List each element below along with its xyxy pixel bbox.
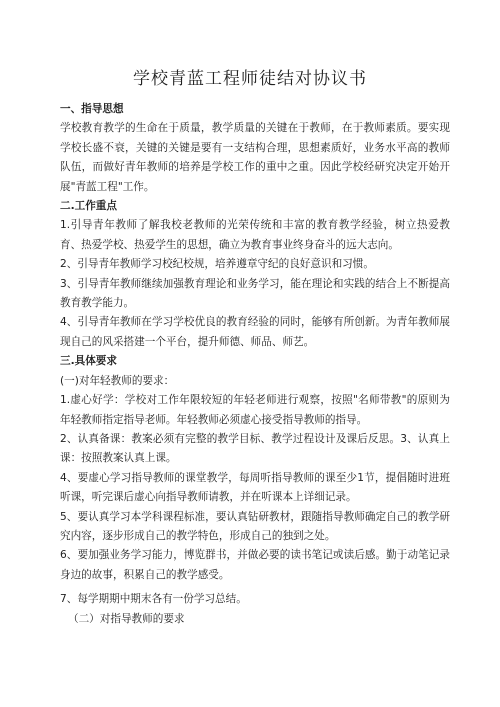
paragraph-req-2-3: 2、认真备课：教案必须有完整的教学目标、教学过程设计及课后反思。3、认真上课：按照教案认真上课。 [60,432,450,465]
paragraph-req-7: 7、每学期期中期末各有一份学习总结。 [60,593,247,606]
paragraph-req-4: 4、要虚心学习指导教师的课堂教学，每周听指导教师的课至少1节，提倡随时进班听课，听完课后虚心向指导教师请教，并在听课本上详细记录。 [60,471,450,504]
subheading-young-teachers: (一)对年轻教师的要求： [60,374,175,387]
subheading-mentor-teachers: （二）对指导教师的要求 [68,612,185,625]
paragraph-focus-3: 3、引导青年教师继续加强教育理论和业务学习，能在理论和实践的结合上不断提高教育教学能力。 [60,277,450,310]
paragraph-focus-1: 1.引导青年教师了解我校老教师的光荣传统和丰富的教育教学经验，树立热爱教育、热爱学校、热爱学生的思想，确立为教育事业终身奋斗的远大志向。 [60,219,450,251]
section-heading-guiding-thought: 一、指导思想 [60,103,124,115]
paragraph-guiding-thought: 学校教育教学的生命在于质量，教学质量的关键在于教师，在于教师素质。要实现学校长盛不衰，关键的关键是要有一支结构合理，思想素质好，业务水平高的教师队伍，而做好青年教师的培养是学校工作的重中之重。因此学校经研究决定开始开展"青蓝工程"工作。 [60,122,450,193]
paragraph-req-1: 1.虚心好学：学校对工作年限较短的年轻老师进行观察，按照"名师带教"的原则为年轻教师指定指导老师。年轻教师必须虚心接受指导教师的指导。 [60,394,450,426]
document-body [60,100,450,629]
section-heading-requirements: 三.具体要求 [60,355,117,368]
paragraph-req-5: 5、要认真学习本学科课程标准，要认真钻研教材，跟随指导教师确定自己的教学研究内容，逐步形成自己的教学特色，形成自己的独到之处。 [60,510,450,542]
paragraph-req-6: 6、要加强业务学习能力，博览群书，并做必要的读书笔记或读后感。勤于动笔记录身边的故事，积累自己的教学感受。 [60,549,450,581]
section-heading-work-focus: 二.工作重点 [60,200,117,213]
paragraph-focus-2: 2、引导青年教师学习校纪校规，培养遵章守纪的良好意识和习惯。 [60,258,374,271]
document-title: 学校青蓝工程师徒结对协议书 [133,69,367,89]
paragraph-focus-4: 4、引导青年教师在学习学校优良的教育经验的同时，能够有所创新。为青年教师展现自己的风采搭建一个平台，提升师德、师品、师艺。 [60,316,450,348]
